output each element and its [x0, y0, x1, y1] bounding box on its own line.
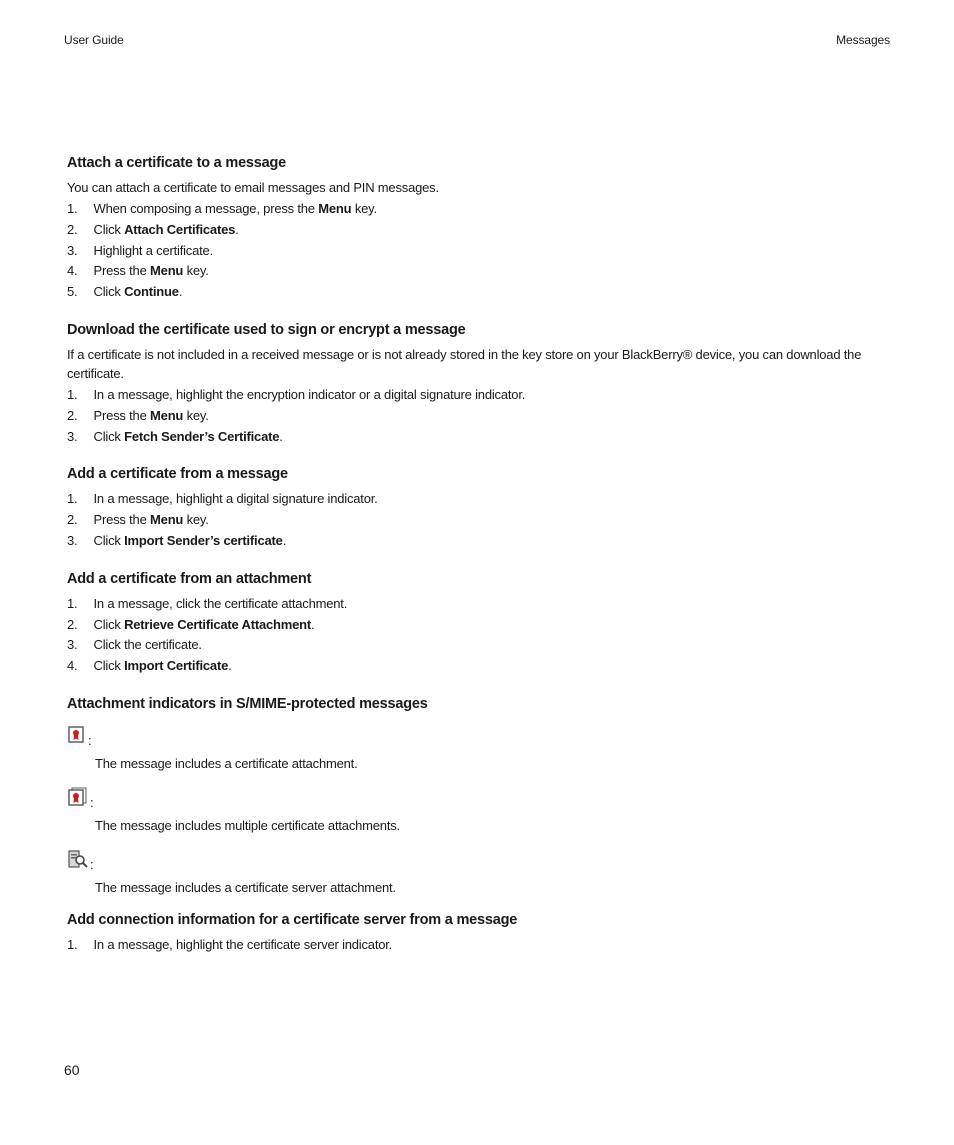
- step-number: 2.: [67, 616, 78, 632]
- step-emphasis: Menu: [150, 263, 184, 279]
- section-attach-certificate: [67, 154, 893, 303]
- running-header-right: Messages: [836, 33, 890, 47]
- section-add-certificate-from-message: [67, 465, 893, 551]
- step-text: Highlight a certificate.: [93, 242, 213, 258]
- step-text: Click: [93, 658, 125, 674]
- step-number: 5.: [67, 284, 78, 300]
- step-item: [67, 615, 893, 636]
- page-content: [67, 154, 893, 974]
- step-text-end: .: [282, 532, 287, 548]
- section-heading: Attachment indicators in S/MIME-protected messages: [67, 695, 428, 712]
- step-text: Click: [93, 221, 125, 237]
- step-emphasis: Continue: [124, 284, 179, 300]
- step-item: [67, 531, 893, 552]
- step-item: [67, 282, 893, 303]
- step-text: Click: [93, 616, 125, 632]
- step-number: 3.: [67, 532, 78, 548]
- step-emphasis: Import Certificate: [124, 658, 229, 674]
- step-text: In a message, click the certificate attachment.: [93, 595, 348, 611]
- indicator-description: The message includes a certificate server attachment.: [95, 879, 396, 895]
- running-header-left: User Guide: [64, 33, 124, 47]
- step-emphasis: Menu: [318, 201, 352, 216]
- step-list: [67, 935, 893, 956]
- multiple-certificate-attachments-icon: [67, 785, 89, 809]
- step-text: Press the: [93, 407, 151, 423]
- step-list: [67, 199, 893, 303]
- step-text-end: .: [178, 284, 183, 300]
- step-emphasis: Import Sender’s certificate: [124, 532, 283, 548]
- step-text: When composing a message, press the: [93, 201, 319, 216]
- step-text: In a message, highlight the encryption indicator or a digital signature indicator.: [93, 386, 526, 402]
- step-item: [67, 489, 893, 510]
- step-text: Click: [93, 532, 125, 548]
- step-item: [67, 220, 893, 241]
- step-item: [67, 385, 893, 406]
- certificate-attachment-icon: [67, 723, 87, 747]
- step-number: 1.: [67, 491, 78, 507]
- step-text: Click: [93, 284, 125, 300]
- step-text: Click: [93, 428, 125, 444]
- step-item: [67, 935, 893, 956]
- step-text: Click the certificate.: [93, 637, 202, 653]
- step-text-end: key.: [183, 407, 209, 423]
- step-emphasis: Retrieve Certificate Attachment: [124, 616, 312, 632]
- step-number: 1.: [67, 595, 78, 611]
- section-add-certificate-from-attachment: [67, 570, 893, 677]
- step-text-end: key.: [183, 512, 209, 528]
- step-number: 1.: [67, 201, 78, 216]
- indicator-row: [67, 847, 893, 897]
- section-heading: Add a certificate from a message: [67, 466, 288, 483]
- section-add-connection-information: [67, 911, 893, 956]
- step-text: Press the: [93, 263, 151, 279]
- step-item: [67, 427, 893, 448]
- step-emphasis: Menu: [150, 512, 184, 528]
- step-number: 1.: [67, 386, 78, 402]
- step-number: 2.: [67, 221, 78, 237]
- step-text-end: key.: [183, 263, 209, 279]
- indicator-description: The message includes multiple certificate attachments.: [95, 817, 400, 833]
- indicator-row: [67, 723, 893, 773]
- step-list: [67, 489, 893, 551]
- indicator-colon: :: [90, 856, 94, 872]
- step-number: 4.: [67, 263, 78, 279]
- indicator-description: The message includes a certificate attachment.: [95, 755, 358, 771]
- section-heading: Download the certificate used to sign or encrypt a message: [67, 321, 466, 338]
- step-list: [67, 385, 893, 447]
- step-number: 1.: [67, 936, 78, 952]
- step-text-end: .: [311, 616, 315, 632]
- certificate-server-attachment-icon: [67, 847, 89, 871]
- step-list: [67, 594, 893, 677]
- step-number: 3.: [67, 637, 78, 653]
- step-text-end: .: [279, 428, 283, 444]
- step-item: [67, 510, 893, 531]
- step-item: [67, 656, 893, 677]
- step-item: [67, 635, 893, 656]
- step-text-end: .: [228, 658, 232, 674]
- step-item: [67, 406, 893, 427]
- step-emphasis: Attach Certificates: [124, 221, 236, 237]
- step-number: 4.: [67, 658, 78, 674]
- step-text: Press the: [93, 512, 151, 528]
- step-emphasis: Fetch Sender’s Certificate: [124, 428, 280, 444]
- section-heading: Add connection information for a certificate server from a message: [67, 911, 518, 928]
- step-item: [67, 594, 893, 615]
- step-text-end: key.: [351, 201, 377, 216]
- step-number: 3.: [67, 428, 78, 444]
- step-number: 2.: [67, 512, 78, 528]
- step-text: In a message, highlight a digital signature indicator.: [93, 491, 378, 507]
- section-intro: If a certificate is not included in a received message or is not already stored in the key store on your BlackBerry® device, you can download the certificate.: [67, 346, 862, 381]
- section-heading: Add a certificate from an attachment: [67, 570, 312, 587]
- step-number: 2.: [67, 407, 78, 423]
- indicator-colon: :: [88, 732, 92, 748]
- section-heading: Attach a certificate to a message: [67, 155, 287, 171]
- indicator-colon: :: [90, 794, 94, 810]
- step-item: [67, 261, 893, 282]
- step-text: In a message, highlight the certificate server indicator.: [93, 936, 393, 952]
- section-download-certificate: [67, 321, 893, 447]
- section-intro: You can attach a certificate to email messages and PIN messages.: [67, 180, 439, 195]
- step-item: [67, 241, 893, 262]
- step-emphasis: Menu: [150, 407, 184, 423]
- page-number: 60: [64, 1062, 80, 1078]
- section-attachment-indicators: [67, 695, 893, 897]
- indicator-row: [67, 785, 893, 835]
- step-item: [67, 199, 893, 220]
- step-number: 3.: [67, 242, 78, 258]
- step-text-end: .: [235, 221, 239, 237]
